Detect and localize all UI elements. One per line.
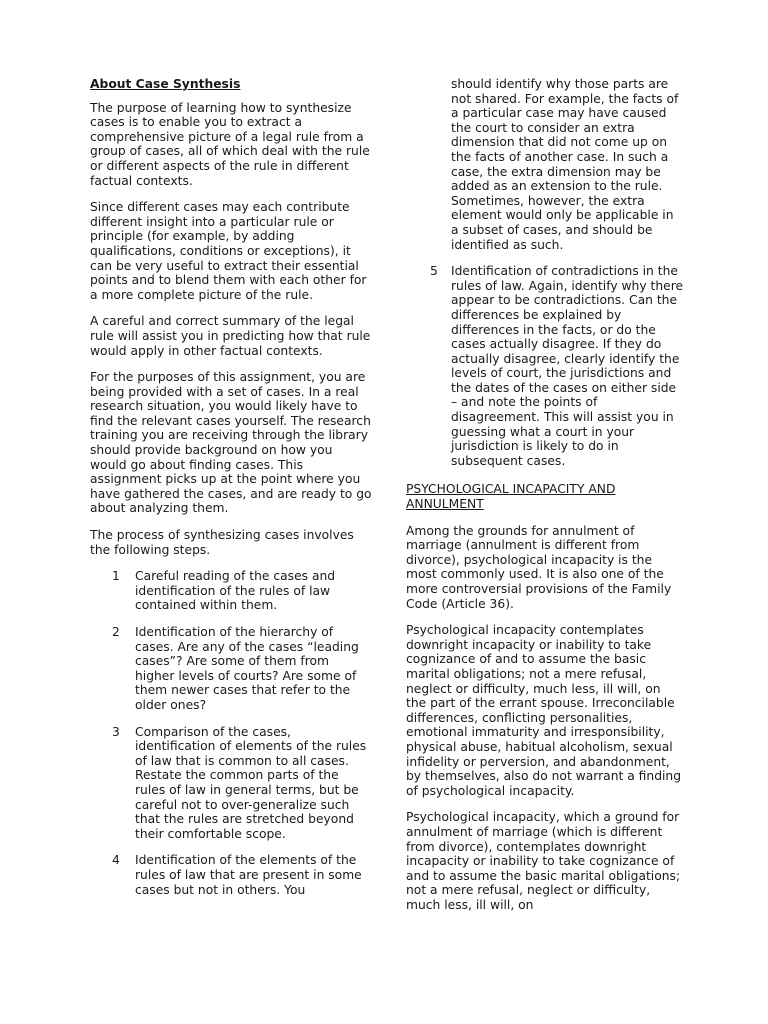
list-number: 1 — [112, 569, 120, 584]
list-number: 2 — [112, 625, 120, 639]
section-title: About Case Synthesis — [90, 77, 241, 91]
list-item — [90, 569, 372, 613]
list-text: Identification of the elements of the rules of law that are present in some cases but not in others. You — [135, 853, 362, 897]
list-item — [90, 725, 372, 842]
paragraph: The process of synthesizing cases involves the following steps. — [90, 528, 354, 557]
steps-list — [90, 569, 372, 897]
paragraph: Psychological incapacity contemplates downright incapacity or inability to take cognizance of and to assume the basic marital obligations; not a mere refusal, neglect or difficulty, much less, ill will, on the part of the errant spouse. Irreconcilable differences, conflicting personalities, emotional immaturity and irresponsibility, physical abuse, habitual alcoholism, sexual infidelity or perversion, and abandonment, by themselves, also do not warrant a finding of psychological incapacity. — [406, 623, 682, 798]
paragraph: Since different cases may each contribute different insight into a particular rule or principle (for example, by adding qualifications, conditions or exceptions), it can be very useful to extract their essential points and to blend them with each other for a more complete picture of the rule. — [90, 200, 367, 302]
list-item — [90, 853, 372, 897]
list-number: 3 — [112, 724, 120, 739]
list-number: 4 — [112, 853, 120, 868]
list-item-continuation: should identify why those parts are not shared. For example, the facts of a particular case may have caused the court to consider an extra dimension that did not come up on the facts of another case. In such a case, the extra dimension may be added as an extension to the rule. Sometimes, however, the extra element would only be applicable in a subset of cases, and should be identified as such. — [451, 77, 679, 252]
left-column — [90, 77, 372, 909]
list-text: Careful reading of the cases and identification of the rules of law contained within them. — [135, 569, 336, 613]
list-text: Comparison of the cases, identification of elements of the rules of law that is common to all cases. Restate the common parts of the rules of law in general terms, but be careful not to over-generalize such that the rules are stretched beyond their comfortable scope. — [135, 724, 367, 841]
list-text: Identification of contradictions in the rules of law. Again, identify why there appear to be contradictions. Can the differences be explained by differences in the facts, or do the cases actually disagree. If they do actually disagree, clearly identify the levels of court, the jurisdictions and the dates of the cases on either side – and note the points of disagreement. This will assist you in guessing what a court in your jurisdiction is likely to do in subsequent cases. — [451, 264, 684, 468]
paragraph: Among the grounds for annulment of marriage (annulment is different from divorce), psychological incapacity is the most commonly used. It is also one of the more controversial provisions of the Family Code (Article 36). — [406, 523, 672, 611]
list-number: 5 — [430, 264, 438, 279]
section-heading: PSYCHOLOGICAL INCAPACITY AND ANNULMENT — [406, 482, 616, 512]
list-item — [406, 264, 684, 468]
paragraph: For the purposes of this assignment, you are being provided with a set of cases. In a real research situation, you would likely have to find the relevant cases yourself. The research training you are receiving through the library should provide background on how you would go about finding cases. This assignment picks up at the point where you have gathered the cases, and are ready to go about analyzing them. — [90, 370, 372, 516]
paragraph: Psychological incapacity, which a ground for annulment of marriage (which is different from divorce), contemplates downright incapacity or inability to take cognizance of and to assume the basic marital obligations; not a mere refusal, neglect or difficulty, much less, ill will, on — [406, 810, 681, 912]
right-column — [406, 77, 684, 924]
paragraph: The purpose of learning how to synthesize cases is to enable you to extract a comprehensive picture of a legal rule from a group of cases, all of which deal with the rule or different aspects of the rule in different factual contexts. — [90, 100, 370, 188]
list-item — [90, 625, 372, 713]
paragraph: A careful and correct summary of the legal rule will assist you in predicting how that rule would apply in other factual contexts. — [90, 314, 371, 358]
list-text: Identification of the hierarchy of cases. Are any of the cases “leading cases”? Are some of them from higher levels of courts? Are some of them newer cases that refer to the older ones? — [135, 625, 359, 712]
